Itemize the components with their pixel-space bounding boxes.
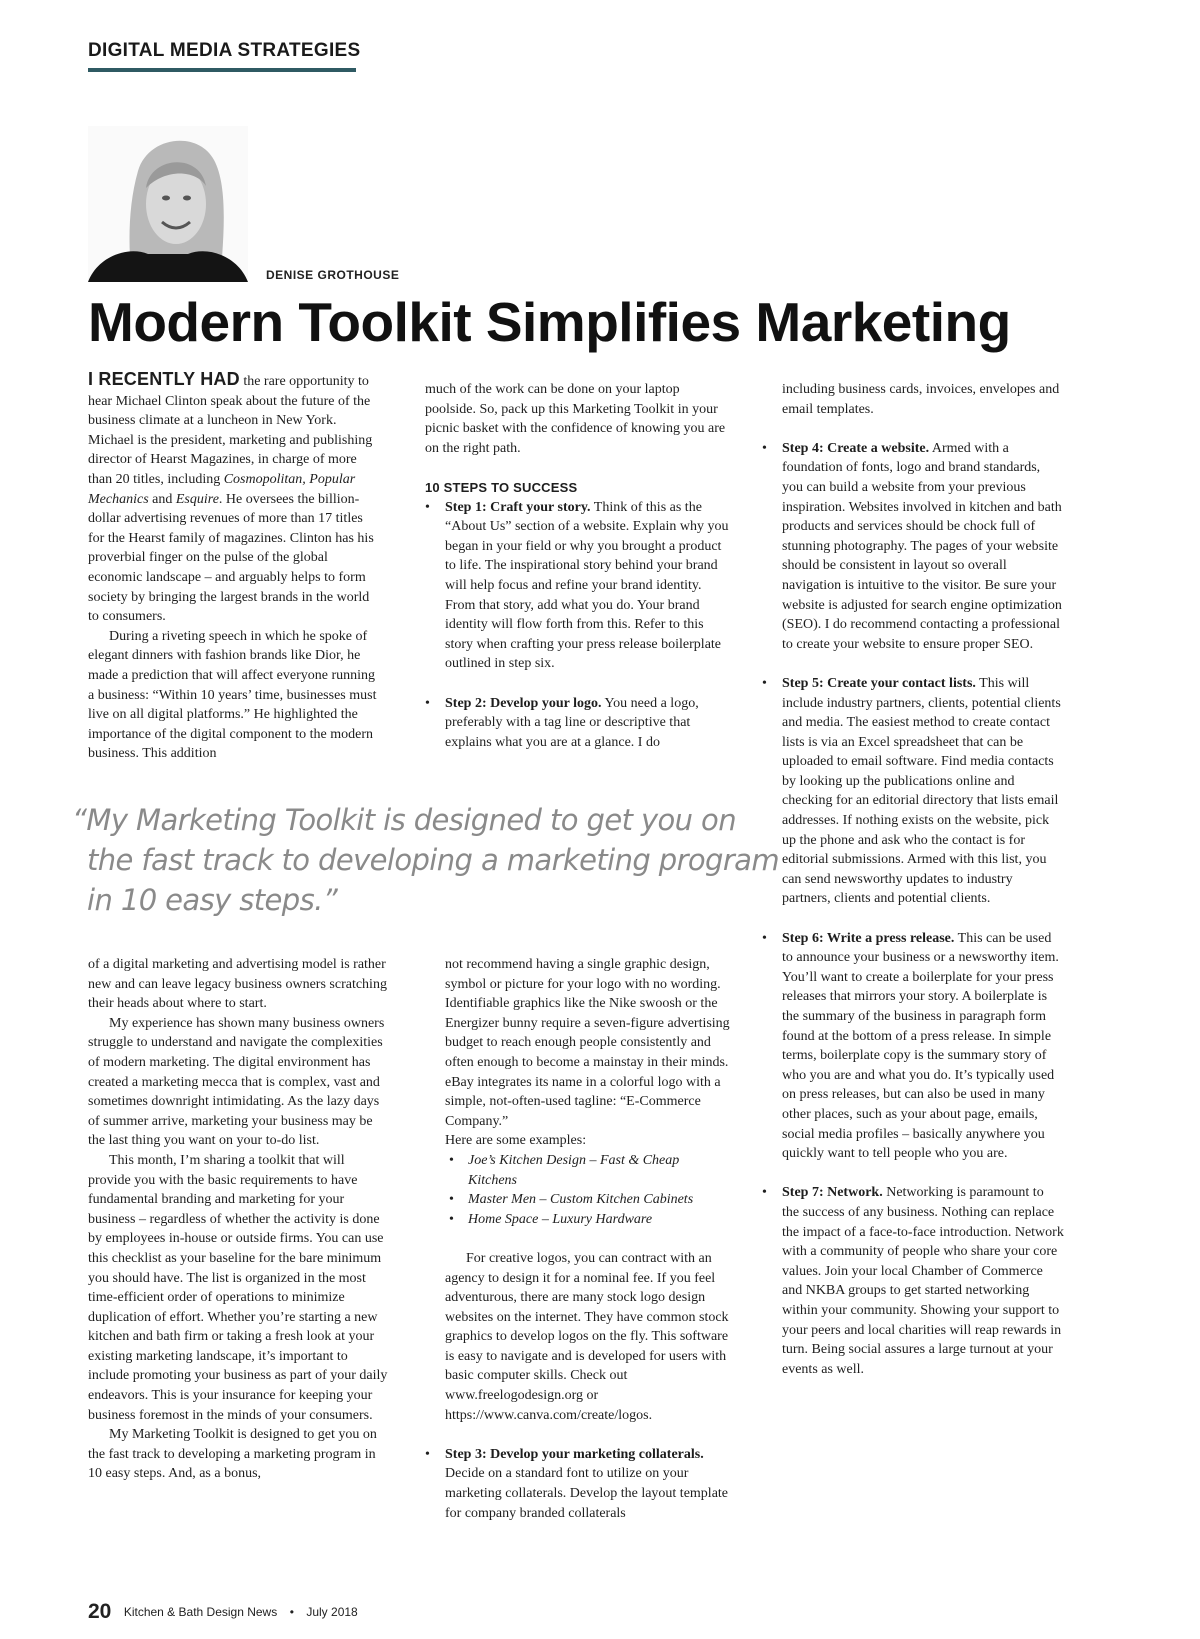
list-item: • Joe’s Kitchen Design – Fast & Cheap Kitchens	[449, 1152, 680, 1188]
body-paragraph: My Marketing Toolkit is designed to get you on the fast track to developing a marketing program in 10 easy steps. And, as a bonus,	[88, 1427, 377, 1482]
step-5: • Step 5: Create your contact lists. This will include industry partners, clients, potential clients and media. The easiest method to create contact lists is via an Excel spreadsheet that can be uploaded to email software. Find media contacts by looking up the publications online and checking for an editorial directory that lists email addresses. If nothing exists on the website, pick up the phone and ask who the contact is for editorial submissions. Armed with this list, you can send newsworthy updates to industry partners, clients and potential clients.	[762, 675, 1061, 907]
body-paragraph: My experience has shown many business owners struggle to understand and navigate the complexities of modern marketing. The digital environment has created a marketing mecca that is complex, vast and sometimes downright intimidating. As the lazy days of summer arrive, marketing your business may be the last thing you want on your to-do list.	[88, 1015, 385, 1149]
author-byline: DENISE GROTHOUSE	[266, 268, 400, 282]
body-paragraph: including business cards, invoices, envelopes and email templates.	[782, 382, 1060, 417]
body-paragraph: not recommend having a single graphic design, symbol or picture for your logo with no wording. Identifiable graphics like the Nike swoosh or the Energizer bunny require a seven-figure advertising budget to reach enough people consistently and often enough to become a mainstay in their minds. eBay integrates its name in a colorful logo with a simple, not-often-used tagline: “E-Commerce Company.”	[445, 957, 730, 1129]
body-paragraph: For creative logos, you can contract with an agency to design it for a nominal fee. If you feel adventurous, there are many stock logo design websites on the internet. They have common stock graphics to develop logos on the fly. This software is easy to navigate and is developed for users with basic computer skills. Check out www.freelogodesign.org or https://www.canva.com/create/logos.	[445, 1250, 729, 1423]
column-1-top	[88, 370, 380, 764]
examples-intro: Here are some examples:	[445, 1133, 587, 1149]
lead-in: I RECENTLY HAD	[88, 369, 240, 389]
pull-quote: “My Marketing Toolkit is designed to get you on the fast track to developing a marketing program in 10 easy steps.”	[72, 803, 779, 917]
step-6: • Step 6: Write a press release. This can be used to announce your business or a newsworthy item. You’ll want to create a boilerplate for your press releases that mirrors your story. A boilerplate is the summary of the business in paragraph form found at the bottom of a press release. In simple terms, boilerplate copy is the summary story of who you are and what you do. It’s typically used on press releases, but can also be used in many other places, such as your about page, emails, social media profiles – basically anywhere you quickly want to tell people who you are.	[762, 930, 1059, 1162]
section-rule	[88, 68, 356, 72]
step-4: • Step 4: Create a website. Armed with a foundation of fonts, logo and brand standards, you can build a website from your previous inspiration. Websites involved in kitchen and bath products and services should be chock full of stunning photography. The pages of your website should be consistent in layout so overall navigation is intuitive to the visitor. Be sure your website is adjusted for search engine optimization (SEO). I do recommend contacting a professional to create your website to ensure proper SEO.	[762, 440, 1062, 652]
body-paragraph: This month, I’m sharing a toolkit that will provide you with the basic requirements to have fundamental branding and marketing for your business – regardless of whether the activity is done by employees in-house or outside firms. You can use this checklist as your baseline for the bare minimum you should have. The list is organized in the most time-efficient order of operations to minimize duplication of effort. Whether you’re starting a new kitchen and bath firm or taking a fresh look at your existing marketing landscape, it’s important to include promoting your business as part of your daily endeavors. This is your insurance for keeping your business foremost in the minds of your consumers.	[88, 1152, 388, 1423]
column-1-bottom	[88, 955, 390, 1484]
column-3	[762, 380, 1064, 1379]
issue-date: July 2018	[306, 1605, 358, 1619]
examples-list	[425, 1151, 731, 1229]
step-2: • Step 2: Develop your logo. You need a logo, preferably with a tag line or descriptive that explains what you are at a glance. I do	[425, 695, 699, 750]
footer-separator: •	[289, 1605, 294, 1619]
step-3: • Step 3: Develop your marketing collaterals. Decide on a standard font to utilize on your marketing collaterals. Develop the layout template for company branded collaterals	[425, 1446, 729, 1521]
author-portrait-image	[88, 126, 248, 282]
body-paragraph: much of the work can be done on your laptop poolside. So, pack up this Marketing Toolkit in your picnic basket with the confidence of knowing you are on the right path.	[425, 382, 726, 456]
step-1: • Step 1: Craft your story. Think of this as the “About Us” section of a website. Explain why you began in your field or why you brought a product to life. The inspirational story behind your brand will help focus and refine your brand identity. From that story, add what you do. Your brand identity will flow forth from this. Refer to this story when crafting your press release boilerplate outlined in step six.	[425, 499, 729, 672]
body-paragraph: During a riveting speech in which he spoke of elegant dinners with fashion brands like Dior, he made a prediction that will affect everyone running a business: “Within 10 years’ time, businesses must live on all digital platforms.” He highlighted the importance of the digital component to the modern business. This addition	[88, 628, 377, 762]
column-2-top	[425, 380, 731, 752]
section-label: DIGITAL MEDIA STRATEGIES	[88, 40, 361, 61]
column-2-bottom	[425, 955, 731, 1523]
article-headline: Modern Toolkit Simplifies Marketing	[88, 291, 1011, 353]
body-paragraph: of a digital marketing and advertising model is rather new and can leave legacy business owners scratching their heads about where to start.	[88, 957, 387, 1012]
intro-paragraph: I RECENTLY HAD the rare opportunity to hear Michael Clinton speak about the future of the business climate at a luncheon in New York. Michael is the president, marketing and publishing director of Hearst Magazines, in charge of more than 20 titles, including Cosmopolitan, Popular Mechanics and Esquire. He oversees the billion-dollar advertising revenues of more than 17 titles for the Hearst family of magazines. Clinton has his proverbial finger on the pulse of the global economic landscape – and arguably helps to form society by bringing the largest brands in the world to consumers.	[88, 369, 374, 625]
page-number: 20	[88, 1600, 112, 1623]
page-footer	[88, 1600, 358, 1624]
step-7: • Step 7: Network. Networking is paramount to the success of any business. Nothing can replace the impact of a face-to-face introduction. Network with a community of people who share your core values. Join your local Chamber of Commerce and NKBA groups to get started networking within your community. Showing your support to your peers and local charities will reap rewards in turn. Being social assures a large turnout at your events as well.	[762, 1185, 1064, 1377]
list-item: • Home Space – Luxury Hardware	[449, 1211, 653, 1227]
author-photo	[88, 126, 248, 282]
steps-subhead: 10 STEPS TO SUCCESS	[425, 479, 578, 495]
list-item: • Master Men – Custom Kitchen Cabinets	[449, 1192, 694, 1208]
publication-name: Kitchen & Bath Design News	[123, 1605, 278, 1619]
